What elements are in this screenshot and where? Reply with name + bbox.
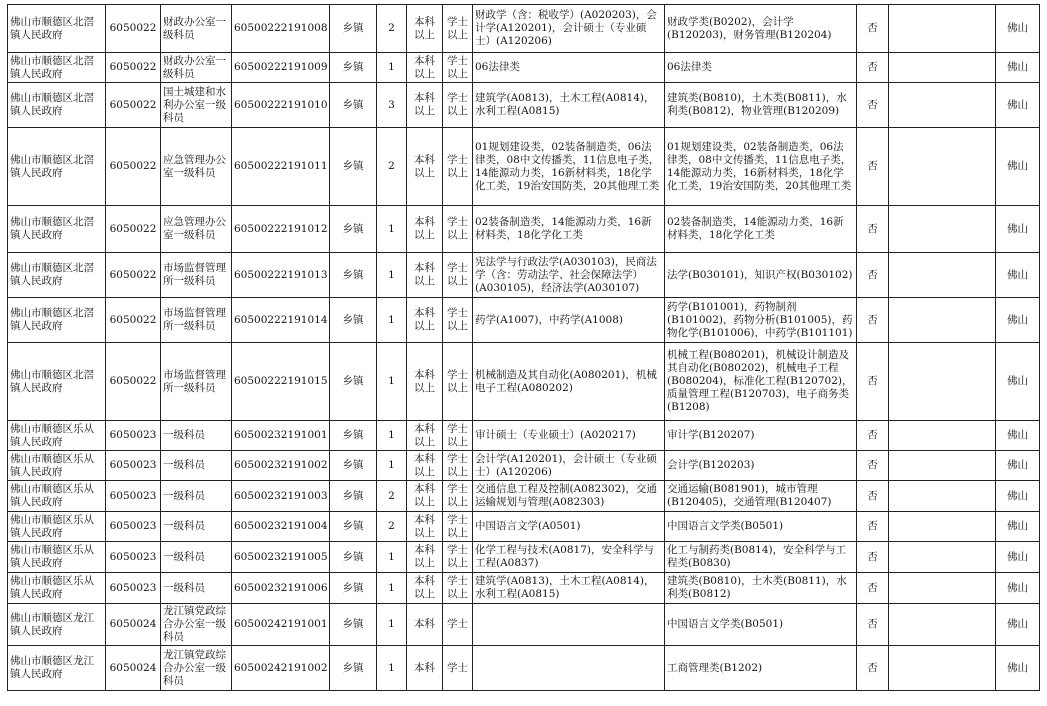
flag-cell: 否 [857,421,889,451]
level-cell: 乡镇 [330,253,377,298]
org-cell: 佛山市顺德区龙江镇人民政府 [8,646,106,691]
position-cell: 财政办公室一级科员 [161,5,232,53]
org-cell: 佛山市顺德区北滘镇人民政府 [8,5,106,53]
region-cell: 佛山 [996,298,1040,343]
extra-cell [889,604,996,646]
degree-cell: 学士以上 [443,298,473,343]
position-cell: 一级科员 [161,512,232,542]
extra-cell [889,451,996,481]
region-cell: 佛山 [996,481,1040,512]
org-cell: 佛山市顺德区乐从镇人民政府 [8,542,106,573]
count-cell: 1 [377,604,407,646]
position-cell: 应急管理办公室一级科员 [161,128,232,206]
position-cell: 一级科员 [161,421,232,451]
degree-cell: 学士以上 [443,542,473,573]
org-cell: 佛山市顺德区北滘镇人民政府 [8,343,106,421]
grad-major-cell: 宪法学与行政法学(A030103)，民商法学（含：劳动法学、社会保障法学）(A030105)，经济法学(A030107) [473,253,665,298]
region-cell: 佛山 [996,53,1040,83]
position-cell: 一级科员 [161,481,232,512]
unit-code-cell: 6050022 [106,83,161,128]
flag-cell: 否 [857,298,889,343]
table-row [8,451,1040,481]
degree-cell: 学士以上 [443,83,473,128]
undergrad-major-cell: 中国语言文学类(B0501) [665,604,857,646]
extra-cell [889,421,996,451]
education-cell: 本科以上 [407,206,443,253]
position-code-cell: 60500222191008 [232,5,330,53]
region-cell: 佛山 [996,512,1040,542]
education-cell: 本科以上 [407,421,443,451]
education-cell: 本科以上 [407,343,443,421]
flag-cell: 否 [857,604,889,646]
grad-major-cell: 机械制造及其自动化(A080201)，机械电子工程(A080202) [473,343,665,421]
unit-code-cell: 6050024 [106,646,161,691]
count-cell: 1 [377,451,407,481]
level-cell: 乡镇 [330,646,377,691]
position-code-cell: 60500222191013 [232,253,330,298]
undergrad-major-cell: 01规划建设类，02装备制造类，06法律类，08中文传播类，11信息电子类，14能源动力类，16新材料类，18化学化工类，19治安国防类，20其他理工类 [665,128,857,206]
level-cell: 乡镇 [330,421,377,451]
extra-cell [889,298,996,343]
education-cell: 本科以上 [407,542,443,573]
flag-cell: 否 [857,53,889,83]
extra-cell [889,646,996,691]
flag-cell: 否 [857,646,889,691]
unit-code-cell: 6050022 [106,128,161,206]
unit-code-cell: 6050023 [106,573,161,604]
position-cell: 龙江镇党政综合办公室一级科员 [161,646,232,691]
grad-major-cell: 02装备制造类，14能源动力类，16新材料类，18化学化工类 [473,206,665,253]
org-cell: 佛山市顺德区北滘镇人民政府 [8,128,106,206]
level-cell: 乡镇 [330,5,377,53]
grad-major-cell: 06法律类 [473,53,665,83]
education-cell: 本科以上 [407,253,443,298]
degree-cell: 学士以上 [443,5,473,53]
degree-cell: 学士以上 [443,481,473,512]
level-cell: 乡镇 [330,512,377,542]
unit-code-cell: 6050023 [106,451,161,481]
undergrad-major-cell: 工商管理类(B1202) [665,646,857,691]
count-cell: 1 [377,343,407,421]
education-cell: 本科以上 [407,451,443,481]
unit-code-cell: 6050022 [106,253,161,298]
flag-cell: 否 [857,83,889,128]
grad-major-cell: 化学工程与技术(A0817)，安全科学与工程(A0837) [473,542,665,573]
undergrad-major-cell: 06法律类 [665,53,857,83]
table-row [8,646,1040,691]
grad-major-cell: 交通信息工程及控制(A082302)，交通运输规划与管理(A082303) [473,481,665,512]
flag-cell: 否 [857,573,889,604]
extra-cell [889,206,996,253]
degree-cell: 学士以上 [443,451,473,481]
position-cell: 市场监督管理所一级科员 [161,298,232,343]
undergrad-major-cell: 02装备制造类，14能源动力类，16新材料类，18化学化工类 [665,206,857,253]
position-cell: 市场监督管理所一级科员 [161,253,232,298]
position-code-cell: 60500232191005 [232,542,330,573]
extra-cell [889,128,996,206]
region-cell: 佛山 [996,343,1040,421]
level-cell: 乡镇 [330,343,377,421]
table-row [8,128,1040,206]
count-cell: 2 [377,128,407,206]
position-code-cell: 60500232191003 [232,481,330,512]
degree-cell: 学士 [443,604,473,646]
table-row [8,421,1040,451]
undergrad-major-cell: 建筑类(B0810)，土木类(B0811)，水利类(B0812)，物业管理(B120209) [665,83,857,128]
count-cell: 1 [377,421,407,451]
flag-cell: 否 [857,542,889,573]
count-cell: 2 [377,512,407,542]
extra-cell [889,253,996,298]
grad-major-cell [473,646,665,691]
position-cell: 财政办公室一级科员 [161,53,232,83]
position-cell: 国土城建和水利办公室一级科员 [161,83,232,128]
count-cell: 1 [377,253,407,298]
region-cell: 佛山 [996,604,1040,646]
undergrad-major-cell: 审计学(B120207) [665,421,857,451]
degree-cell: 学士以上 [443,343,473,421]
region-cell: 佛山 [996,206,1040,253]
org-cell: 佛山市顺德区北滘镇人民政府 [8,53,106,83]
count-cell: 1 [377,53,407,83]
undergrad-major-cell: 药学(B101001)，药物制剂(B101002)，药物分析(B101005)，药物化学(B101006)，中药学(B101101) [665,298,857,343]
position-cell: 一级科员 [161,451,232,481]
position-cell: 市场监督管理所一级科员 [161,343,232,421]
education-cell: 本科以上 [407,573,443,604]
unit-code-cell: 6050022 [106,298,161,343]
grad-major-cell: 会计学(A120201)，会计硕士（专业硕士）(A120206) [473,451,665,481]
unit-code-cell: 6050022 [106,53,161,83]
org-cell: 佛山市顺德区北滘镇人民政府 [8,298,106,343]
position-code-cell: 60500232191001 [232,421,330,451]
region-cell: 佛山 [996,253,1040,298]
table-row [8,512,1040,542]
table-row [8,604,1040,646]
flag-cell: 否 [857,5,889,53]
org-cell: 佛山市顺德区乐从镇人民政府 [8,451,106,481]
unit-code-cell: 6050024 [106,604,161,646]
table-body [8,5,1040,691]
education-cell: 本科以上 [407,512,443,542]
table-row [8,83,1040,128]
undergrad-major-cell: 交通运输(B081901)，城市管理(B120405)，交通管理(B120407) [665,481,857,512]
table-row [8,343,1040,421]
degree-cell: 学士以上 [443,421,473,451]
education-cell: 本科以上 [407,5,443,53]
extra-cell [889,573,996,604]
org-cell: 佛山市顺德区乐从镇人民政府 [8,573,106,604]
job-listing-table [7,4,1040,691]
org-cell: 佛山市顺德区北滘镇人民政府 [8,253,106,298]
unit-code-cell: 6050023 [106,421,161,451]
position-code-cell: 60500222191009 [232,53,330,83]
grad-major-cell: 药学(A1007)，中药学(A1008) [473,298,665,343]
count-cell: 2 [377,481,407,512]
grad-major-cell [473,604,665,646]
undergrad-major-cell: 化工与制药类(B0814)，安全科学与工程类(B0830) [665,542,857,573]
extra-cell [889,512,996,542]
position-cell: 应急管理办公室一级科员 [161,206,232,253]
level-cell: 乡镇 [330,53,377,83]
position-cell: 一级科员 [161,542,232,573]
undergrad-major-cell: 中国语言文学类(B0501) [665,512,857,542]
grad-major-cell: 中国语言文学(A0501) [473,512,665,542]
level-cell: 乡镇 [330,128,377,206]
count-cell: 1 [377,573,407,604]
education-cell: 本科 [407,646,443,691]
region-cell: 佛山 [996,5,1040,53]
position-code-cell: 60500222191014 [232,298,330,343]
org-cell: 佛山市顺德区龙江镇人民政府 [8,604,106,646]
education-cell: 本科 [407,604,443,646]
flag-cell: 否 [857,253,889,298]
org-cell: 佛山市顺德区乐从镇人民政府 [8,421,106,451]
extra-cell [889,53,996,83]
region-cell: 佛山 [996,646,1040,691]
flag-cell: 否 [857,128,889,206]
education-cell: 本科以上 [407,128,443,206]
flag-cell: 否 [857,481,889,512]
org-cell: 佛山市顺德区乐从镇人民政府 [8,481,106,512]
position-code-cell: 60500232191002 [232,451,330,481]
flag-cell: 否 [857,206,889,253]
table-row [8,53,1040,83]
region-cell: 佛山 [996,542,1040,573]
level-cell: 乡镇 [330,206,377,253]
position-code-cell: 60500222191015 [232,343,330,421]
unit-code-cell: 6050023 [106,542,161,573]
region-cell: 佛山 [996,451,1040,481]
grad-major-cell: 01规划建设类，02装备制造类，06法律类，08中文传播类，11信息电子类，14能源动力类，16新材料类，18化学化工类，19治安国防类，20其他理工类 [473,128,665,206]
table-row [8,5,1040,53]
level-cell: 乡镇 [330,298,377,343]
degree-cell: 学士以上 [443,512,473,542]
region-cell: 佛山 [996,128,1040,206]
table-row [8,253,1040,298]
education-cell: 本科以上 [407,83,443,128]
region-cell: 佛山 [996,421,1040,451]
level-cell: 乡镇 [330,451,377,481]
extra-cell [889,5,996,53]
undergrad-major-cell: 会计学(B120203) [665,451,857,481]
table-row [8,298,1040,343]
education-cell: 本科以上 [407,481,443,512]
extra-cell [889,83,996,128]
undergrad-major-cell: 财政学类(B0202)，会计学(B120203)，财务管理(B120204) [665,5,857,53]
position-code-cell: 60500242191002 [232,646,330,691]
extra-cell [889,343,996,421]
grad-major-cell: 建筑学(A0813)，土木工程(A0814)，水利工程(A0815) [473,83,665,128]
unit-code-cell: 6050022 [106,343,161,421]
degree-cell: 学士以上 [443,53,473,83]
extra-cell [889,542,996,573]
table-row [8,542,1040,573]
table-row [8,206,1040,253]
unit-code-cell: 6050023 [106,481,161,512]
grad-major-cell: 建筑学(A0813)，土木工程(A0814)，水利工程(A0815) [473,573,665,604]
position-code-cell: 60500222191010 [232,83,330,128]
education-cell: 本科以上 [407,53,443,83]
degree-cell: 学士以上 [443,253,473,298]
undergrad-major-cell: 建筑类(B0810)，土木类(B0811)，水利类(B0812) [665,573,857,604]
undergrad-major-cell: 法学(B030101)，知识产权(B030102) [665,253,857,298]
degree-cell: 学士以上 [443,128,473,206]
count-cell: 1 [377,298,407,343]
level-cell: 乡镇 [330,573,377,604]
count-cell: 1 [377,206,407,253]
table-row [8,573,1040,604]
count-cell: 1 [377,542,407,573]
position-code-cell: 60500222191012 [232,206,330,253]
position-cell: 龙江镇党政综合办公室一级科员 [161,604,232,646]
position-cell: 一级科员 [161,573,232,604]
degree-cell: 学士以上 [443,573,473,604]
count-cell: 3 [377,83,407,128]
position-code-cell: 60500222191011 [232,128,330,206]
unit-code-cell: 6050022 [106,206,161,253]
level-cell: 乡镇 [330,83,377,128]
org-cell: 佛山市顺德区乐从镇人民政府 [8,512,106,542]
flag-cell: 否 [857,512,889,542]
org-cell: 佛山市顺德区北滘镇人民政府 [8,206,106,253]
level-cell: 乡镇 [330,542,377,573]
grad-major-cell: 审计硕士（专业硕士）(A020217) [473,421,665,451]
position-code-cell: 60500232191006 [232,573,330,604]
table-row [8,481,1040,512]
count-cell: 1 [377,646,407,691]
degree-cell: 学士 [443,646,473,691]
unit-code-cell: 6050023 [106,512,161,542]
position-code-cell: 60500232191004 [232,512,330,542]
region-cell: 佛山 [996,83,1040,128]
education-cell: 本科以上 [407,298,443,343]
level-cell: 乡镇 [330,604,377,646]
undergrad-major-cell: 机械工程(B080201)，机械设计制造及其自动化(B080202)，机械电子工程(B080204)，标准化工程(B120702)，质量管理工程(B120703)，电子商务类(B1208) [665,343,857,421]
unit-code-cell: 6050022 [106,5,161,53]
position-code-cell: 60500242191001 [232,604,330,646]
flag-cell: 否 [857,343,889,421]
level-cell: 乡镇 [330,481,377,512]
extra-cell [889,481,996,512]
flag-cell: 否 [857,451,889,481]
count-cell: 2 [377,5,407,53]
grad-major-cell: 财政学（含：税收学）(A020203)，会计学(A120201)，会计硕士（专业硕士）(A120206) [473,5,665,53]
degree-cell: 学士以上 [443,206,473,253]
org-cell: 佛山市顺德区北滘镇人民政府 [8,83,106,128]
region-cell: 佛山 [996,573,1040,604]
